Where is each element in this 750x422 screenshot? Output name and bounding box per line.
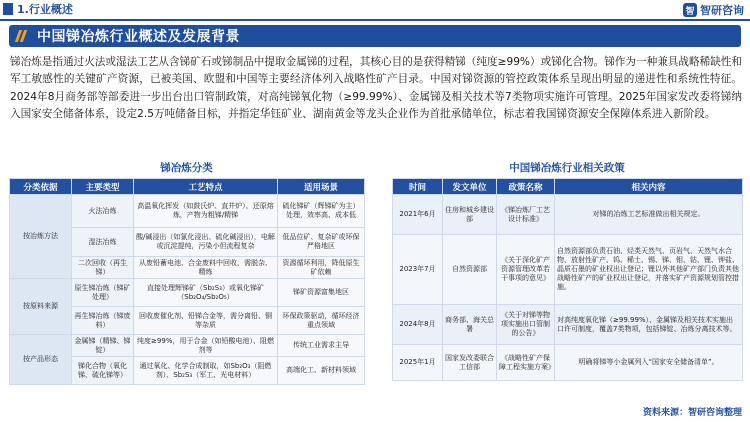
top-bar <box>0 0 750 20</box>
table-row <box>393 345 743 381</box>
row-process: 纯度≥99%，用于合金（如铅酸电池）、阻燃剂等 <box>134 335 278 357</box>
table-row <box>393 195 743 235</box>
classification-table-title: 锑冶炼分类 <box>160 162 213 174</box>
header-divider <box>0 19 750 21</box>
brand-name: 智研咨询 <box>700 4 744 17</box>
header-content: 相关内容 <box>555 179 743 195</box>
row-scene: 环保政策驱动，循环经济重点领域 <box>278 307 365 335</box>
section-label: 1.行业概述 <box>17 3 73 16</box>
policy-unit: 自然资源部 <box>443 235 497 305</box>
row-type: 二次回收（再生锑） <box>72 257 134 279</box>
policy-unit: 住房和城乡建设部 <box>443 195 497 235</box>
row-process: 通过氧化、化学合成制取，如Sb₂O₃（阻燃剂）、Sb₂S₃（军工、光电材料） <box>134 357 278 385</box>
table-row <box>10 335 365 357</box>
row-type: 原生锑冶炼（锑矿处理） <box>72 279 134 307</box>
classification-table <box>9 178 365 385</box>
header-time: 时间 <box>393 179 443 195</box>
section-marker-icon <box>3 3 13 15</box>
policy-table <box>392 178 743 381</box>
header-scene: 适用场景 <box>278 179 365 195</box>
brand-logo <box>683 2 744 18</box>
table-row <box>10 195 365 228</box>
policy-header-row <box>393 179 743 195</box>
row-scene: 高端化工、新材料领域 <box>278 357 365 385</box>
table-row <box>10 279 365 307</box>
row-type: 锑化合物（氧化锑、硫化锑等） <box>72 357 134 385</box>
group-basis: 按产品形态 <box>10 335 72 385</box>
row-scene: 低品位矿、复杂矿或环保严格地区 <box>278 228 365 257</box>
row-type: 再生锑冶炼（锑废料） <box>72 307 134 335</box>
row-type: 火法冶炼 <box>72 195 134 228</box>
source-note: 资料来源：智研咨询整理 <box>642 408 742 418</box>
policy-content: 明确将锑等小金属列入“国家安全储备清单”。 <box>555 345 743 381</box>
policy-name: 《关于深化矿产资源管理改革若干事项的意见》 <box>497 235 555 305</box>
row-process: 从废铅蓄电池、合金废料中回收，需脱杂、精炼 <box>134 257 278 279</box>
policy-unit: 国家发改委联合工信部 <box>443 345 497 381</box>
row-process: 酸/碱浸出（如氯化浸出、硫化碱浸出），电解或沉淀提纯，污染小但流程复杂 <box>134 228 278 257</box>
policy-unit: 商务部、海关总署 <box>443 305 497 345</box>
title-banner <box>9 25 741 47</box>
header-type: 主要类型 <box>72 179 134 195</box>
group-basis: 按原料来源 <box>10 279 72 335</box>
brand-logo-icon: 智 <box>683 3 697 17</box>
row-scene: 硫化锑矿（辉锑矿为主）处理，效率高、成本低 <box>278 195 365 228</box>
table-row <box>393 305 743 345</box>
policy-time: 2025年1月 <box>393 345 443 381</box>
policy-time: 2023年7月 <box>393 235 443 305</box>
header-unit: 发文单位 <box>443 179 497 195</box>
row-scene: 传统工业需求主导 <box>278 335 365 357</box>
banner-stripes-icon <box>17 29 31 43</box>
row-scene: 锑矿资源富集地区 <box>278 279 365 307</box>
policy-content: 自然资源部负责石油、烃类天然气、页岩气、天然气水合物、放射性矿产、钨、稀土、锡、锑、钼、钴、锂、钾盐、晶质石墨的矿业权出让登记；锂以外其他矿产部门负责其他战略性矿产的矿业权出让登记，并落实矿产资源规划管控措施。 <box>555 235 743 305</box>
group-basis: 按冶炼方法 <box>10 195 72 279</box>
header-process: 工艺特点 <box>134 179 278 195</box>
policy-content: 对锑的冶炼工艺标准做出相关规定。 <box>555 195 743 235</box>
policy-name: 《锑冶炼厂工艺设计标准》 <box>497 195 555 235</box>
page-title: 中国锑冶炼行业概述及发展背景 <box>37 29 240 45</box>
policy-time: 2021年6月 <box>393 195 443 235</box>
header-policy: 政策名称 <box>497 179 555 195</box>
row-process: 直接处理辉锑矿（Sb₂S₃）或氧化锑矿（Sb₂O₄/Sb₂O₅） <box>134 279 278 307</box>
intro-paragraph: 锑冶炼是指通过火法或湿法工艺从含锑矿石或锑制品中提取金属锑的过程，其核心目的是获得精锑（纯度≥99%）或锑化合物。锑作为一种兼具战略稀缺性和军工敏感性的关键矿产资源，已被美国、欧盟和中国等主要经济体列入战略性矿产目录。中国对锑资源的管控政策体系呈现出明显的递进性和系统性特征。2024年8月商务部等部委进一步出台出口管制政策，对高纯锑氧化物（≥99.99%）、金属锑及相关技术等7类物项实施许可管理。2025年国家发改委将锑纳入国家安全储备体系，设定2.5万吨储备目标，并指定华钰矿业、湖南黄金等龙头企业作为首批承储单位，标志着我国锑资源安全保障体系进入新阶段。 <box>10 56 742 121</box>
table-row <box>393 235 743 305</box>
row-process: 回收废催化剂、铅锑合金等，需分离铅、铜等杂质 <box>134 307 278 335</box>
row-scene: 资源循环利用，降低原生矿依赖 <box>278 257 365 279</box>
row-type: 湿法冶炼 <box>72 228 134 257</box>
classification-header-row <box>10 179 365 195</box>
policy-table-title: 中国锑冶炼行业相关政策 <box>509 162 625 174</box>
row-process: 高温氧化挥发（如鼓氏炉、直井炉），还原熔炼，产物为粗锑/精锑 <box>134 195 278 228</box>
header-basis: 分类依据 <box>10 179 72 195</box>
policy-content: 对高纯度氧化锑（≥99.99%）、金属锑及相关技术实施出口许可制度，覆盖7类物项，包括锑锭、冶炼分离技术等。 <box>555 305 743 345</box>
row-type: 金属锑（精锑、锑锭） <box>72 335 134 357</box>
policy-time: 2024年8月 <box>393 305 443 345</box>
policy-name: 《关于对锑等物项实施出口管制的公告》 <box>497 305 555 345</box>
policy-name: 《战略性矿产保障工程实施方案》 <box>497 345 555 381</box>
section-tag <box>0 0 73 18</box>
